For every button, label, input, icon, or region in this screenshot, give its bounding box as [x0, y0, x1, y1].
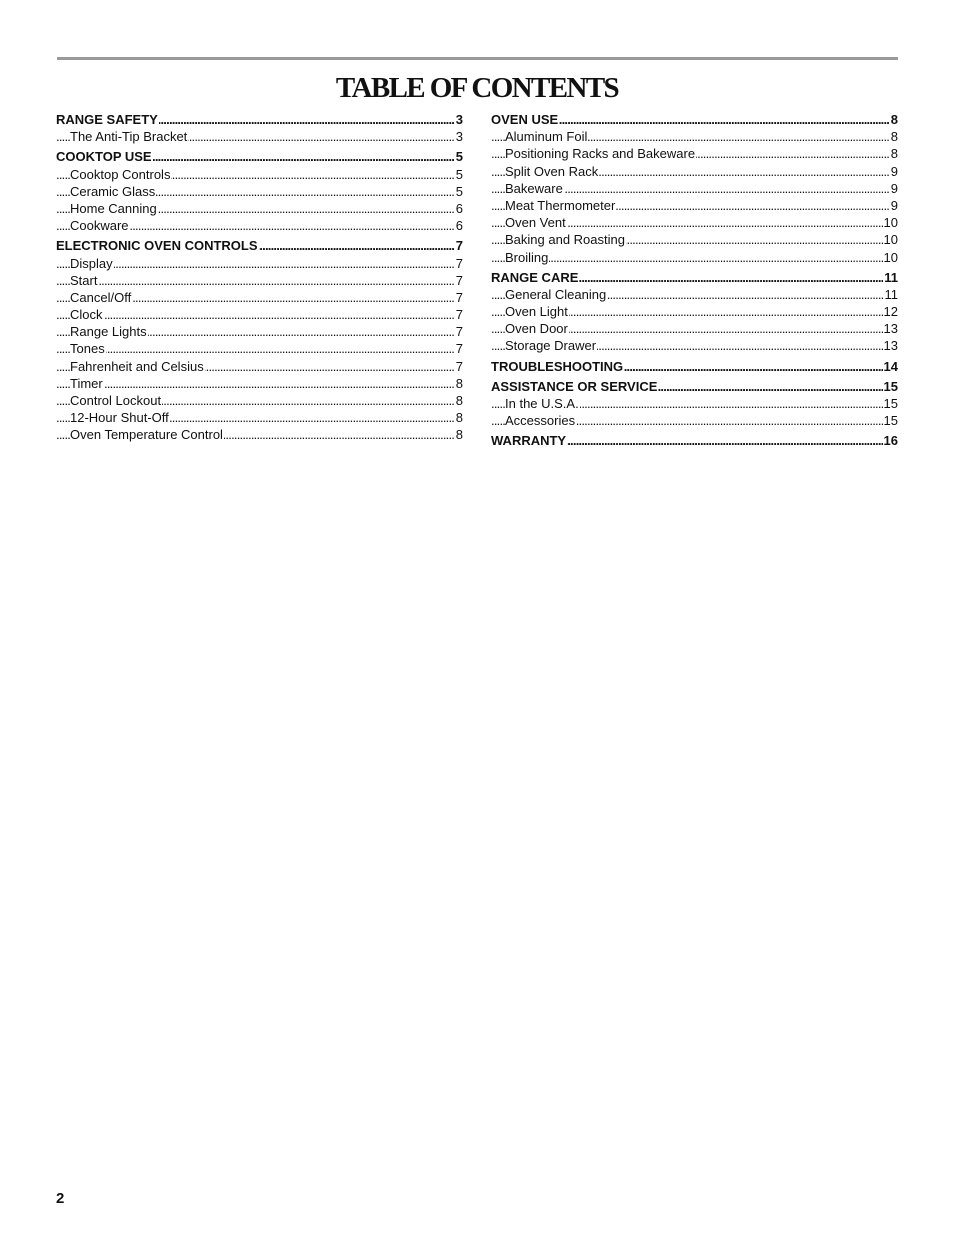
page-number: 2	[56, 1190, 65, 1207]
toc-entry-label: The Anti-Tip Bracket	[70, 129, 188, 145]
toc-entry-label: Bakeware	[505, 180, 563, 196]
toc-section-entry[interactable]	[56, 237, 463, 254]
toc-entry-label: Positioning Racks and Bakeware	[505, 146, 696, 162]
toc-subsection-entry[interactable]	[491, 303, 898, 320]
toc-subsection-entry[interactable]	[491, 163, 898, 180]
toc-subsection-entry[interactable]	[491, 231, 898, 248]
toc-entry-page-number: 8	[455, 410, 463, 426]
toc-entry-label: Fahrenheit and Celsius	[70, 358, 204, 374]
toc-entry-page-number: 8	[890, 129, 898, 145]
toc-right-column	[491, 111, 898, 450]
toc-entry-label: RANGE SAFETY	[56, 112, 158, 127]
toc-section-entry[interactable]	[56, 148, 463, 165]
toc-subsection-entry[interactable]	[56, 166, 463, 183]
toc-entry-label: Accessories	[505, 413, 576, 429]
toc-entry-label: In the U.S.A.	[505, 396, 579, 411]
toc-entry-label: 12-Hour Shut-Off	[70, 410, 169, 426]
toc-section-entry[interactable]	[491, 432, 898, 449]
toc-section-entry[interactable]	[491, 358, 898, 375]
toc-subsection-entry[interactable]	[491, 214, 898, 231]
toc-entry-page-number: 9	[890, 180, 898, 196]
toc-subsection-entry[interactable]	[56, 128, 463, 145]
toc-entry-page-number: 5	[455, 149, 463, 165]
toc-entry-page-number: 7	[455, 272, 463, 288]
toc-entry-label: TROUBLESHOOTING	[491, 358, 624, 374]
toc-entry-label: COOKTOP USE	[56, 149, 152, 165]
toc-entry-page-number: 6	[455, 200, 463, 216]
toc-entry-label: Control Lockout	[70, 393, 162, 408]
toc-entry-page-number: 6	[455, 218, 463, 234]
toc-entry-page-number: 8	[455, 375, 463, 391]
toc-entry-label: Tones	[70, 341, 105, 357]
toc-entry-label: Cookware	[70, 218, 129, 234]
toc-entry-page-number: 8	[890, 146, 898, 162]
toc-subsection-entry[interactable]	[56, 375, 463, 392]
page-title: TABLE OF CONTENTS	[335, 72, 619, 104]
toc-entry-page-number: 15	[883, 396, 898, 411]
toc-entry-label: Oven Temperature Control	[70, 427, 223, 443]
toc-entry-label: Aluminum Foil	[505, 129, 588, 145]
toc-entry-page-number: 7	[455, 358, 463, 374]
toc-entry-label: General Cleaning	[505, 286, 607, 302]
toc-entry-page-number: 8	[455, 427, 463, 443]
toc-entry-page-number: 8	[890, 112, 898, 127]
toc-subsection-entry[interactable]	[56, 217, 463, 234]
toc-entry-page-number: 9	[890, 163, 898, 179]
toc-entry-label: OVEN USE	[491, 112, 559, 127]
toc-entry-label: ELECTRONIC OVEN CONTROLS	[56, 238, 258, 254]
toc-entry-page-number: 3	[455, 112, 463, 127]
toc-entry-label: Storage Drawer	[505, 338, 597, 354]
toc-subsection-entry[interactable]	[491, 197, 898, 214]
toc-entry-page-number: 10	[883, 249, 898, 265]
toc-subsection-entry[interactable]	[491, 337, 898, 354]
toc-entry-page-number: 9	[890, 197, 898, 213]
toc-entry-label: Display	[70, 255, 113, 271]
toc-entry-page-number: 5	[455, 183, 463, 199]
toc-subsection-entry[interactable]	[56, 409, 463, 426]
toc-section-entry[interactable]	[491, 269, 898, 286]
toc-section-entry[interactable]	[56, 111, 463, 128]
toc-entry-page-number: 7	[455, 324, 463, 340]
toc-entry-page-number: 7	[455, 255, 463, 271]
toc-subsection-entry[interactable]	[56, 272, 463, 289]
toc-entry-page-number: 16	[883, 433, 898, 449]
toc-entry-label: Clock	[70, 307, 103, 323]
toc-subsection-entry[interactable]	[56, 306, 463, 323]
top-rule	[57, 57, 898, 60]
toc-entry-page-number: 12	[883, 304, 898, 320]
toc-entry-label: WARRANTY	[491, 433, 567, 449]
toc-subsection-entry[interactable]	[491, 320, 898, 337]
toc-subsection-entry[interactable]	[491, 180, 898, 197]
toc-entry-page-number: 10	[883, 232, 898, 248]
toc-entry-label: Timer	[70, 375, 103, 391]
toc-entry-page-number: 11	[884, 269, 898, 285]
toc-entry-page-number: 13	[883, 321, 898, 337]
toc-entry-page-number: 7	[455, 341, 463, 357]
toc-subsection-entry[interactable]	[56, 426, 463, 443]
toc-subsection-entry[interactable]	[56, 255, 463, 272]
toc-subsection-entry[interactable]	[491, 286, 898, 303]
toc-entry-label: Start	[70, 272, 98, 288]
toc-entry-page-number: 5	[455, 166, 463, 182]
toc-subsection-entry[interactable]	[56, 289, 463, 306]
toc-subsection-entry[interactable]	[56, 200, 463, 217]
toc-entry-page-number: 7	[455, 307, 463, 323]
toc-entry-label: Baking and Roasting	[505, 232, 625, 248]
toc-subsection-entry[interactable]	[56, 358, 463, 375]
toc-entry-page-number: 8	[455, 393, 463, 408]
toc-entry-label: Cooktop Controls	[70, 166, 171, 182]
toc-entry-label: ASSISTANCE OR SERVICE	[491, 378, 658, 394]
toc-left-column	[56, 111, 463, 444]
toc-entry-page-number: 14	[883, 358, 898, 374]
toc-entry-page-number: 13	[883, 338, 898, 354]
toc-entry-label: Oven Light	[505, 304, 568, 320]
toc-entry-label: Oven Vent	[505, 215, 566, 231]
toc-subsection-entry[interactable]	[56, 323, 463, 340]
toc-entry-page-number: 7	[455, 289, 463, 305]
toc-entry-page-number: 15	[883, 413, 898, 429]
toc-entry-label: Cancel/Off	[70, 289, 132, 305]
toc-subsection-entry[interactable]	[56, 183, 463, 200]
toc-entry-label: Split Oven Rack	[505, 163, 599, 179]
toc-entry-label: Oven Door	[505, 321, 568, 337]
toc-entry-label: Broiling	[505, 249, 549, 265]
toc-subsection-entry[interactable]	[56, 392, 463, 409]
toc-section-entry[interactable]	[491, 111, 898, 128]
toc-entry-page-number: 3	[455, 129, 463, 145]
toc-entry-label: Home Canning	[70, 200, 157, 216]
toc-entry-page-number: 10	[883, 215, 898, 231]
toc-subsection-entry[interactable]	[56, 340, 463, 357]
toc-subsection-entry[interactable]	[491, 412, 898, 429]
toc-subsection-entry[interactable]	[491, 249, 898, 266]
toc-section-entry[interactable]	[491, 378, 898, 395]
toc-entry-page-number: 11	[884, 286, 898, 302]
toc-subsection-entry[interactable]	[491, 395, 898, 412]
toc-subsection-entry[interactable]	[491, 128, 898, 145]
toc-entry-label: Range Lights	[70, 324, 147, 340]
toc-entry-page-number: 15	[883, 378, 898, 394]
toc-subsection-entry[interactable]	[491, 145, 898, 162]
toc-entry-page-number: 7	[455, 238, 463, 254]
toc-entry-label: Meat Thermometer	[505, 197, 616, 213]
toc-entry-label: RANGE CARE	[491, 269, 579, 285]
toc-entry-label: Ceramic Glass	[70, 183, 156, 199]
